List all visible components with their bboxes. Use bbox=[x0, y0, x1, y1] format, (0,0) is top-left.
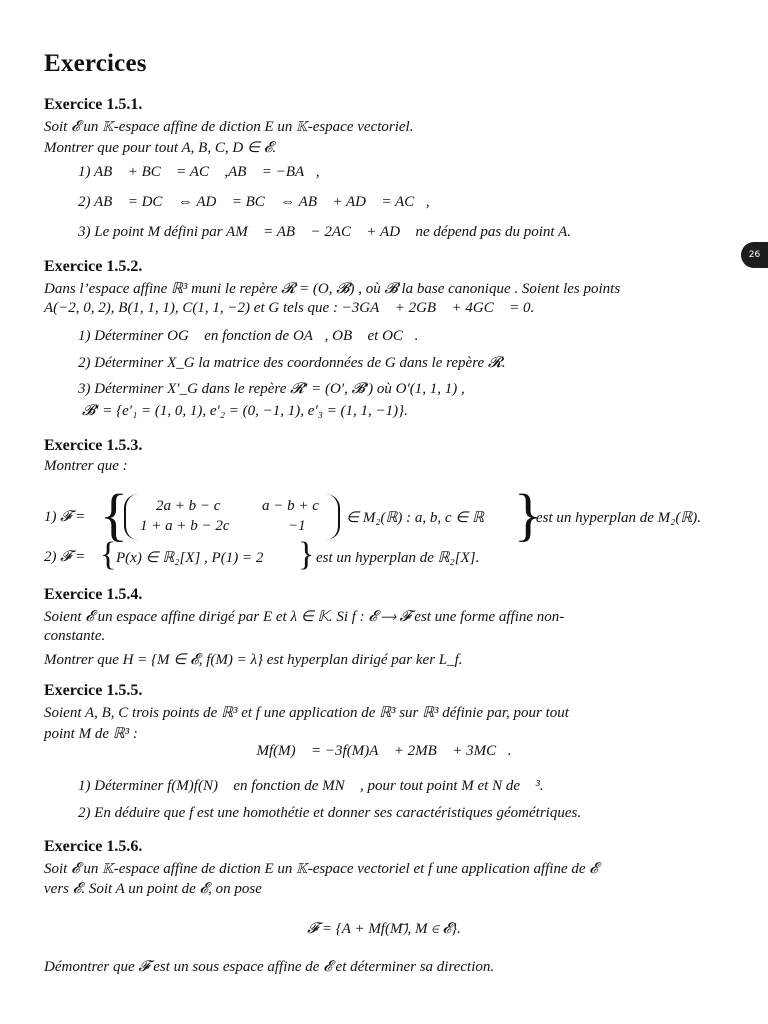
right-brace: } bbox=[298, 536, 315, 573]
set-definition: P(x) ∈ ℝ₂[X] , P(1) = 2 bbox=[116, 550, 264, 566]
exercise-item: 2) En déduire que f est une homothétie et donner ses caractéristiques géométriques. bbox=[78, 805, 582, 821]
exercise-item-continuation: 𝓑′ = {e′₁ = (1, 0, 1), e′₂ = (0, −1, 1), e′₃ = (1, 1, −1)}. bbox=[82, 403, 408, 419]
exercise-title: Exercice 1.5.6. bbox=[44, 838, 143, 855]
exercise-text: est un hyperplan de M₂(ℝ). bbox=[536, 510, 701, 526]
left-brace: { bbox=[100, 536, 117, 573]
item-lead: 1) 𝓕 = bbox=[44, 509, 86, 525]
exercise-item: 1) Déterminer OG⃗ en fonction de OA⃗, OB⃗ et OC⃗. bbox=[78, 328, 419, 344]
exercise-text: vers 𝓔. Soit A un point de 𝓔, on pose bbox=[44, 881, 262, 897]
right-brace: } bbox=[514, 482, 542, 547]
matrix-cell: a − b + c bbox=[262, 498, 319, 514]
exercise-item: 1) AB⃗ + BC⃗ = AC⃗ ,AB⃗ = −BA⃗, bbox=[78, 164, 320, 180]
exercise-text: point M de ℝ³ : bbox=[44, 726, 138, 742]
exercise-item: 3) Le point M défini par AM⃗ = AB⃗ − 2AC⃗ + AD⃗ ne dépend pas du point A. bbox=[78, 224, 571, 240]
display-equation: 𝓕 = {A + Mf(M)⃗, M ∈ 𝓔}. bbox=[307, 921, 461, 937]
exercise-text: Soit 𝓔 un 𝕂-espace affine de diction E un 𝕂-espace vectoriel et f une application affine de 𝓔 bbox=[44, 861, 598, 877]
exercise-text: A(−2, 0, 2), B(1, 1, 1), C(1, 1, −2) et G tels que : −3GA⃗ + 2GB⃗ + 4GC⃗ = 0. bbox=[44, 300, 535, 316]
matrix-cell: −1 bbox=[288, 518, 306, 534]
item-lead: 2) 𝓕 = bbox=[44, 549, 86, 565]
exercise-text: Montrer que : bbox=[44, 458, 128, 474]
exercise-item: 3) Déterminer X′_G dans le repère 𝓡′ = (O′, 𝓑′) où O′(1, 1, 1) , bbox=[78, 381, 465, 397]
left-brace: { bbox=[100, 482, 128, 547]
exercise-title: Exercice 1.5.3. bbox=[44, 437, 143, 454]
exercise-text: Soient A, B, C trois points de ℝ³ et f une application de ℝ³ sur ℝ³ définie par, pour tout bbox=[44, 705, 569, 721]
exercise-item: 2) AB⃗ = DC⃗ ⇔ AD⃗ = BC⃗ ⇔ AB⃗ + AD⃗ = AC⃗, bbox=[78, 194, 430, 210]
exercise-text: est un hyperplan de ℝ₂[X]. bbox=[316, 550, 480, 566]
exercise-item: 2) Déterminer X_G la matrice des coordonnées de G dans le repère 𝓡. bbox=[78, 355, 506, 371]
exercise-item: 1) Déterminer f(M)f(N)⃗ en fonction de MN⃗ , pour tout point M et N de ℝ³. bbox=[78, 778, 544, 794]
exercise-text: constante. bbox=[44, 628, 106, 644]
exercise-text: Soient 𝓔 un espace affine dirigé par E et λ ∈ 𝕂. Si f : 𝓔 ⟶ 𝓕 est une forme affine non- bbox=[44, 609, 565, 625]
matrix-cell: 1 + a + b − 2c bbox=[140, 518, 230, 534]
exercise-text: Dans l’espace affine ℝ³ muni le repère 𝓡 = (O, 𝓑) , où 𝓑 la base canonique . Soient les points bbox=[44, 281, 621, 297]
exercise-text: Démontrer que 𝓕 est un sous espace affine de 𝓔 et déterminer sa direction. bbox=[44, 959, 495, 975]
exercise-title: Exercice 1.5.4. bbox=[44, 586, 143, 603]
exercise-title: Exercice 1.5.2. bbox=[44, 258, 143, 275]
exercise-title: Exercice 1.5.1. bbox=[44, 96, 143, 113]
exercise-text: Soit 𝓔 un 𝕂-espace affine de diction E un 𝕂-espace vectoriel. bbox=[44, 119, 414, 135]
exercise-title: Exercice 1.5.5. bbox=[44, 682, 143, 699]
display-equation: Mf(M)⃗ = −3f(M)A⃗ + 2MB⃗ + 3MC⃗. bbox=[256, 743, 512, 759]
set-condition: ∈ M₂(ℝ) : a, b, c ∈ ℝ bbox=[346, 510, 484, 526]
matrix-cell: 2a + b − c bbox=[156, 498, 221, 514]
matrix bbox=[124, 494, 340, 540]
page-number-badge: 26 bbox=[741, 242, 768, 268]
exercise-text: Montrer que pour tout A, B, C, D ∈ 𝓔. bbox=[44, 140, 277, 156]
section-title: Exercices bbox=[44, 50, 147, 77]
exercise-text: Montrer que H = {M ∈ 𝓔, f(M) = λ} est hyperplan dirigé par ker L_f. bbox=[44, 652, 463, 668]
